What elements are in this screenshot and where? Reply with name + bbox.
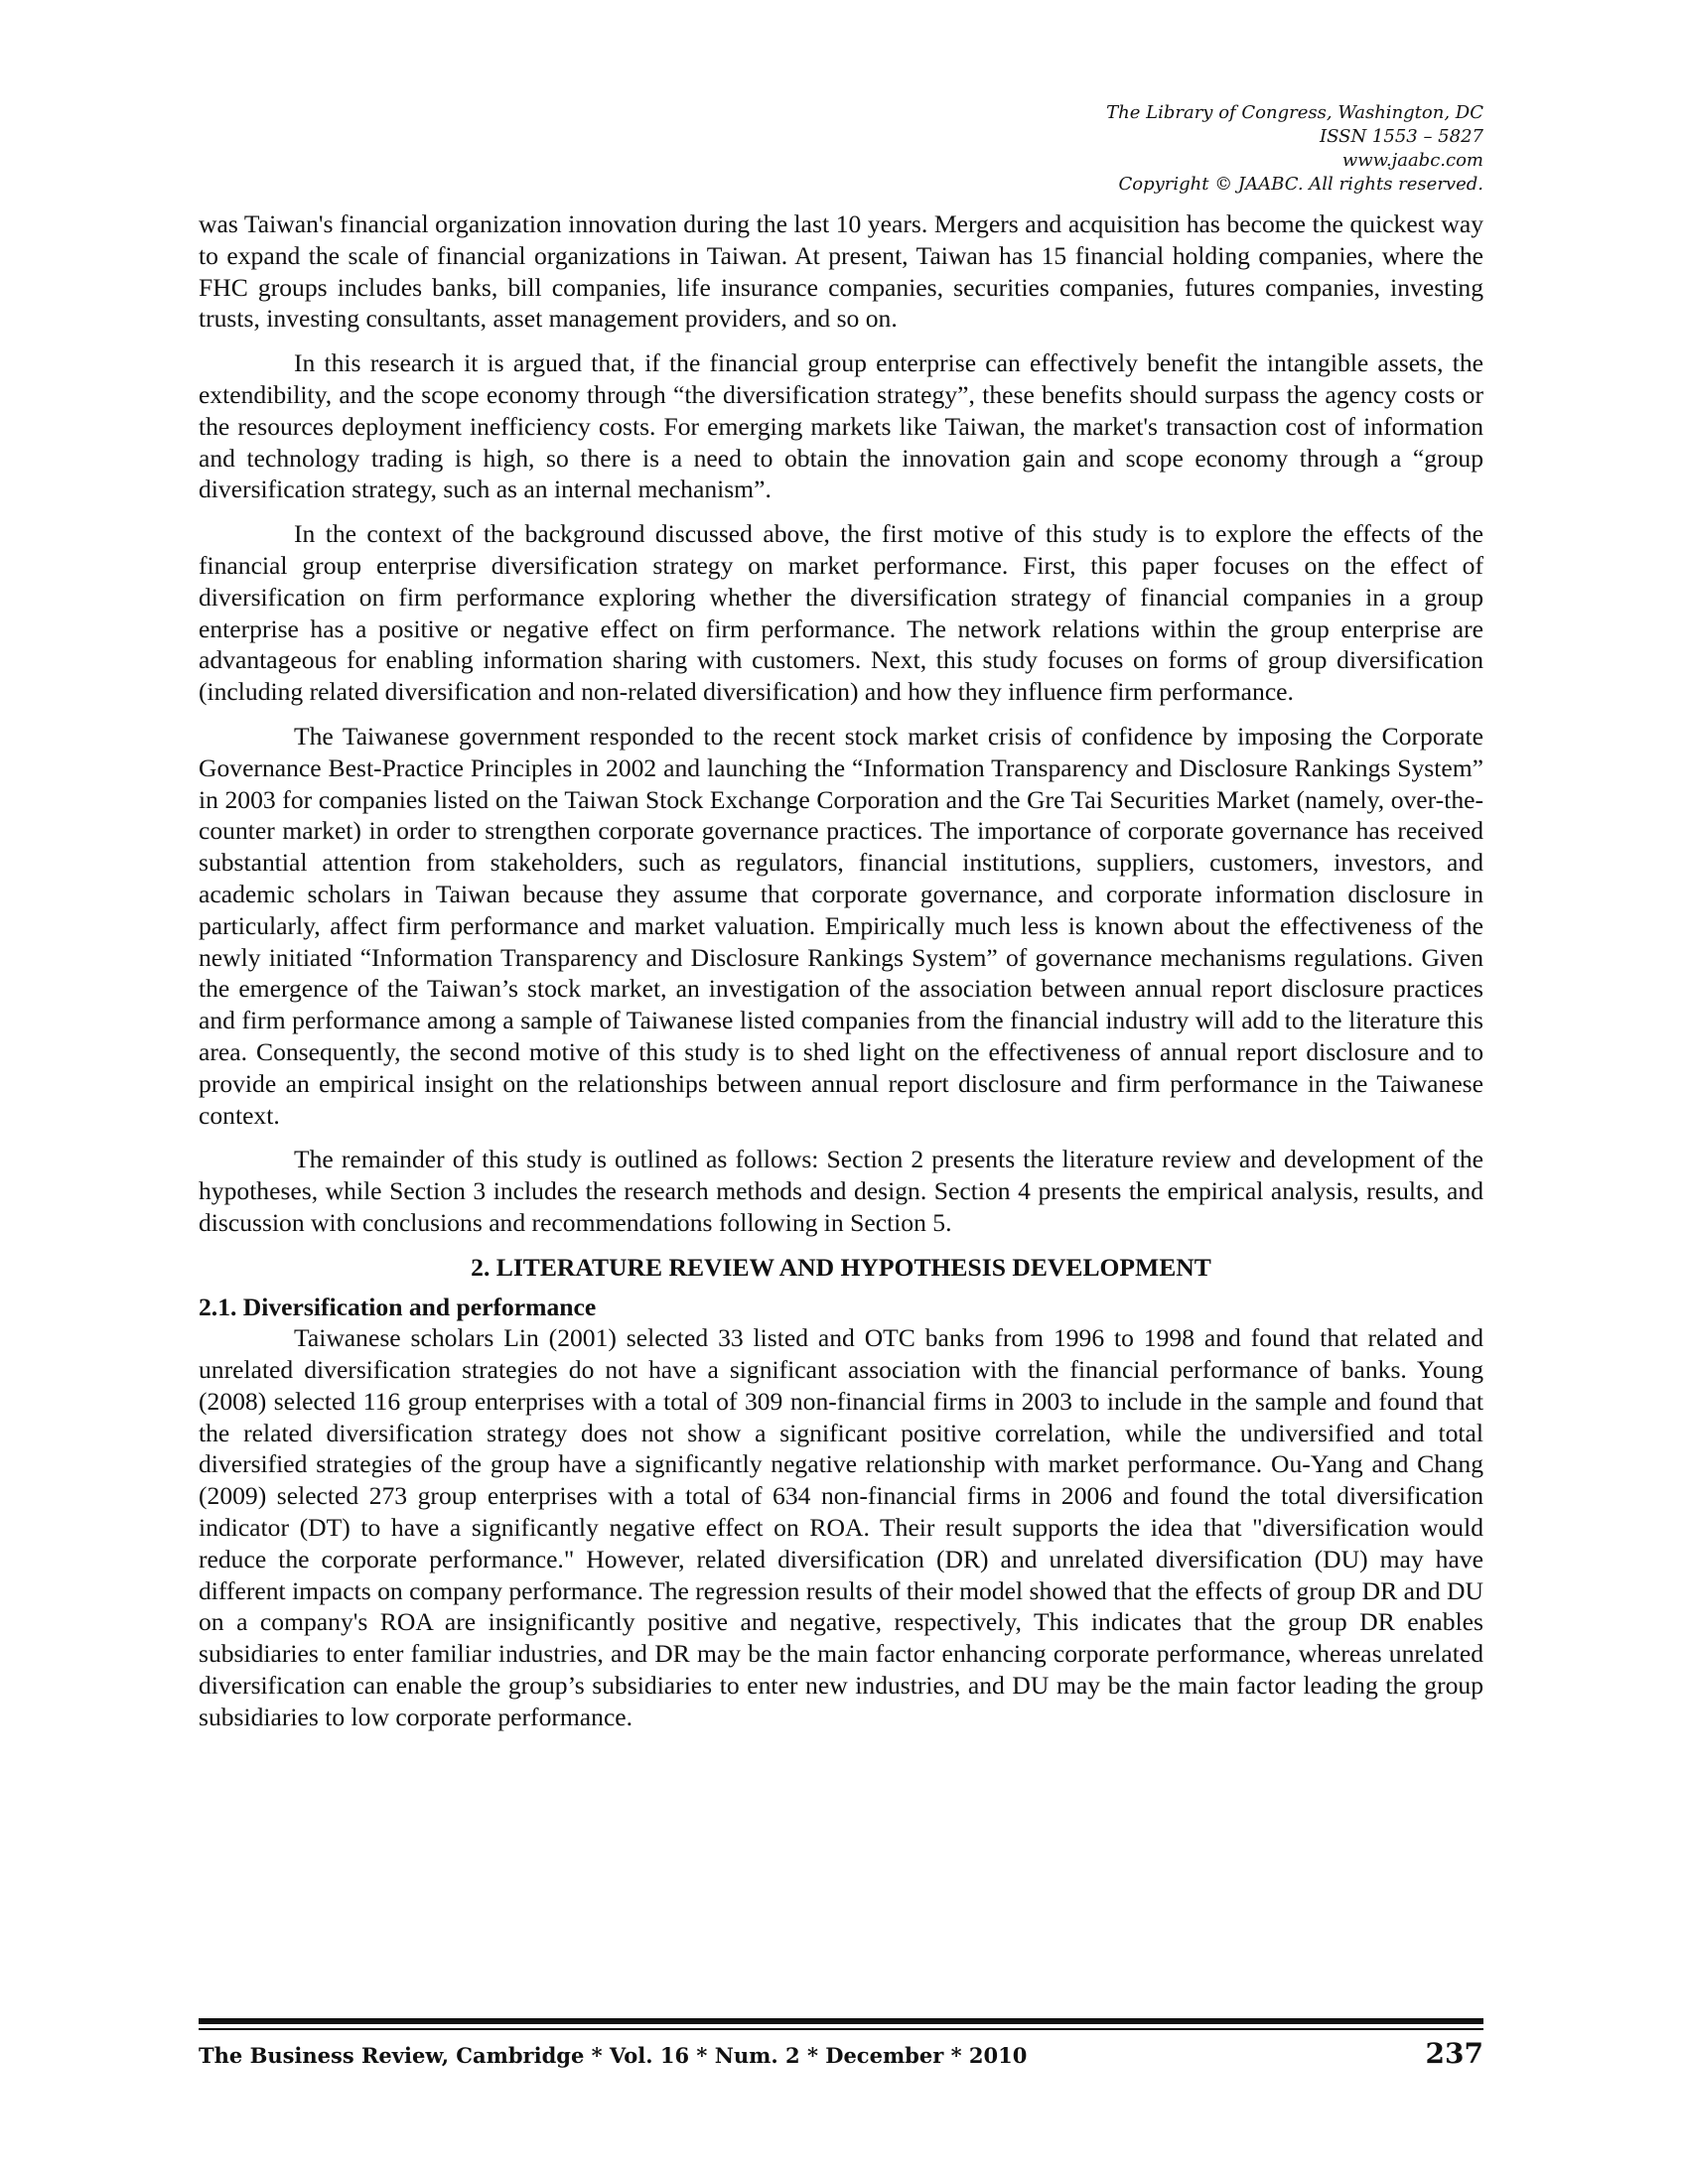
subsection-heading: 2.1. Diversification and performance	[199, 1292, 597, 1321]
paragraph: The remainder of this study is outlined as follows: Section 2 presents the literature review and development of the hypotheses, while Section 3 includes the research methods and design. Section 4 presents the empirical analysis, results, and discussion with conclusions and recommendations following in Section 5.	[199, 1145, 1483, 1237]
header-website: www.jaabc.com	[1341, 150, 1483, 171]
header-issn: ISSN 1553 – 5827	[1320, 126, 1483, 147]
footer-rule-thin	[199, 2028, 1483, 2030]
header-library: The Library of Congress, Washington, DC	[1106, 102, 1483, 123]
paragraph: Taiwanese scholars Lin (2001) selected 33 listed and OTC banks from 1996 to 1998 and found that related and unrelated diversification strategies do not have a significant association with the financial performance of banks. Young (2008) selected 116 group enterprises with a total of 309 non-financial firms in 2003 to include in the sample and found that the related diversification strategy does not show a significant positive correlation, while the undiversified and total diversified strategies of the group have a significantly negative relationship with market performance. Ou-Yang and Chang (2009) selected 273 group enterprises with a total of 634 non-financial firms in 2006 and found the total diversification indicator (DT) to have a significantly negative effect on ROA. Their result supports the idea that "diversification would reduce the corporate performance." However, related diversification (DR) and unrelated diversification (DU) may have different impacts on company performance. The regression results of their model showed that the effects of group DR and DU on a company's ROA are insignificantly positive and negative, respectively, This indicates that the group DR enables subsidiaries to enter familiar industries, and DR may be the main factor enhancing corporate performance, whereas unrelated diversification can enable the group’s subsidiaries to enter new industries, and DU may be the main factor leading the group subsidiaries to low corporate performance.	[199, 1323, 1483, 1731]
page-footer	[199, 2037, 1483, 2073]
page	[199, 0, 1483, 2184]
footer-rule-thick	[199, 2018, 1483, 2024]
article-body	[199, 208, 1483, 1746]
header-copyright: Copyright © JAABC. All rights reserved.	[1118, 174, 1483, 195]
paragraph: In this research it is argued that, if the financial group enterprise can effectively benefit the intangible assets, the extendibility, and the scope economy through “the diversification strategy”, these benefits should surpass the agency costs or the resources deployment inefficiency costs. For emerging markets like Taiwan, the market's transaction cost of information and technology trading is high, so there is a need to obtain the innovation gain and scope economy through a “group diversification strategy, such as an internal mechanism”.	[199, 348, 1483, 504]
paragraph: The Taiwanese government responded to the recent stock market crisis of confidence by imposing the Corporate Governance Best-Practice Principles in 2002 and launching the “Information Transparency and Disclosure Rankings System” in 2003 for companies listed on the Taiwan Stock Exchange Corporation and the Gre Tai Securities Market (namely, over-the-counter market) in order to strengthen corporate governance practices. The importance of corporate governance has received substantial attention from stakeholders, such as regulators, financial institutions, suppliers, customers, investors, and academic scholars in Taiwan because they assume that corporate governance, and corporate information disclosure in particularly, affect firm performance and market valuation. Empirically much less is known about the effectiveness of the newly initiated “Information Transparency and Disclosure Rankings System” of governance mechanisms regulations. Given the emergence of the Taiwan’s stock market, an investigation of the association between annual report disclosure practices and firm performance among a sample of Taiwanese listed companies from the financial industry will add to the literature this area. Consequently, the second motive of this study is to shed light on the effectiveness of annual report disclosure and to provide an empirical insight on the relationships between annual report disclosure and firm performance in the Taiwanese context.	[199, 721, 1483, 1130]
paragraph: In the context of the background discussed above, the first motive of this study is to explore the effects of the financial group enterprise diversification strategy on market performance. First, this paper focuses on the effect of diversification on firm performance exploring whether the diversification strategy of financial companies in a group enterprise has a positive or negative effect on firm performance. The network relations within the group enterprise are advantageous for enabling information sharing with customers. Next, this study focuses on forms of group diversification (including related diversification and non-related diversification) and how they influence firm performance.	[199, 519, 1483, 707]
footer-journal: The Business Review, Cambridge * Vol. 16 * Num. 2 * December * 2010	[199, 2043, 1028, 2068]
journal-header	[1106, 101, 1483, 197]
page-number: 237	[1425, 2037, 1483, 2070]
section-heading: 2. LITERATURE REVIEW AND HYPOTHESIS DEVELOPMENT	[471, 1252, 1211, 1282]
paragraph-continued: was Taiwan's financial organization innovation during the last 10 years. Mergers and acquisition has become the quickest way to expand the scale of financial organizations in Taiwan. At present, Taiwan has 15 financial holding companies, where the FHC groups includes banks, bill companies, life insurance companies, securities companies, futures companies, investing trusts, investing consultants, asset management providers, and so on.	[199, 209, 1483, 334]
